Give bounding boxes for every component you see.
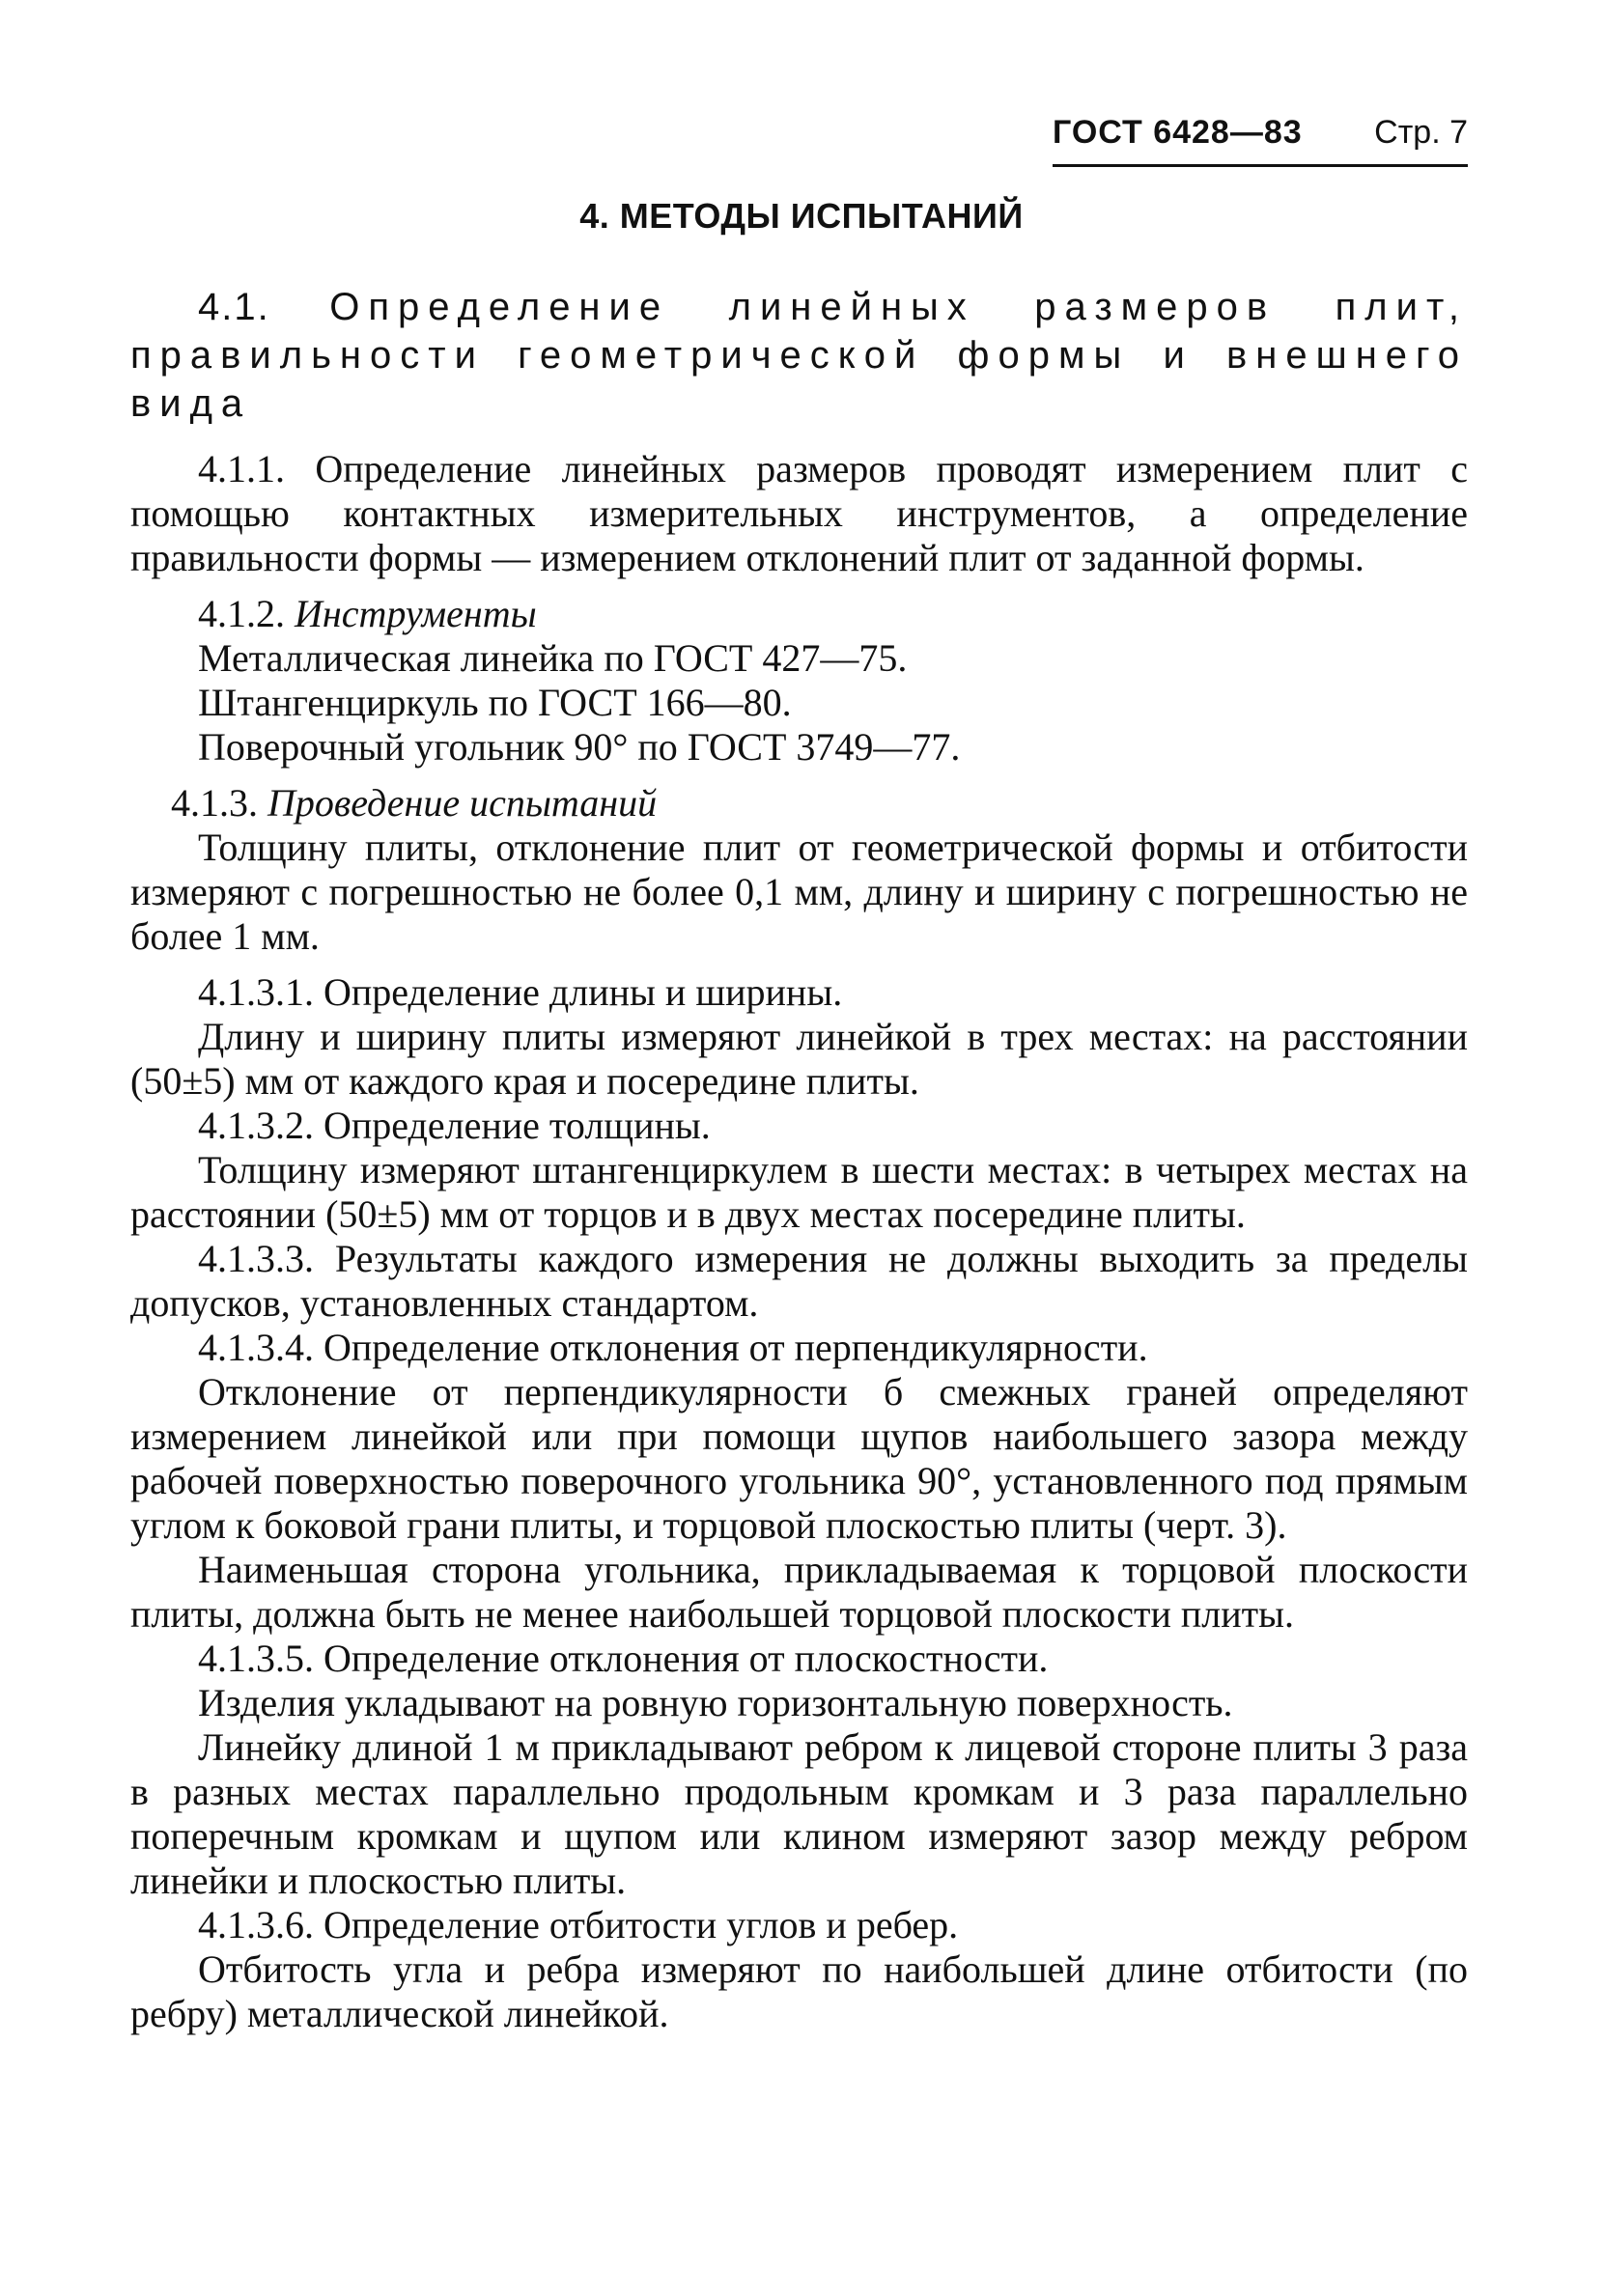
clause-4-1-title: Определение линейных размеров плит, правильности геометрической формы и внешнего вида — [130, 286, 1468, 425]
instrument-item: Штангенциркуль по ГОСТ 166—80. — [198, 681, 792, 724]
clause-4-1-3-2-text: Толщину измеряют штангенциркулем в шести местах: в четырех местах на расстоянии (50±5) мм от торцов и в двух местах посередине плиты. — [130, 1148, 1468, 1236]
clause-4-1-3-heading — [130, 781, 1468, 826]
clause-4-1-2-heading — [130, 592, 1468, 636]
document-body — [130, 283, 1468, 2036]
clause-4-1-3-title: Проведение испытаний — [267, 781, 658, 825]
clause-4-1-3-5-method: Линейку длиной 1 м прикладывают ребром к лицевой стороне плиты 3 раза в разных местах параллельно продольным кромкам и 3 раза параллельно поперечным кромкам и щупом или клином измеряют зазор между ребром линейки и плоскостью плиты. — [130, 1725, 1468, 1902]
clause-4-1-3-4-text: Отклонение от перпендикулярности б смежных граней определяют измерением линейкой или при помощи щупов наибольшего зазора между рабочей поверхностью поверочного угольника 90°, установленного под прямым углом к боковой грани плиты, и торцовой плоскостью плиты (черт. 3). — [130, 1370, 1468, 1547]
clause-4-1-3-1-title: 4.1.3.1. Определение длины и ширины. — [198, 970, 843, 1014]
clause-4-1-1: 4.1.1. Определение линейных размеров проводят измерением плит с помощью контактных измерительных инструментов, а определение правильности формы — измерением отклонений плит от заданной формы. — [130, 447, 1468, 579]
clause-4-1-3-4-note: Наименьшая сторона угольника, прикладываемая к торцовой плоскости плиты, должна быть не менее наибольшей торцовой плоскости плиты. — [130, 1548, 1468, 1636]
clause-4-1-heading — [130, 283, 1468, 428]
clause-4-1-3-2-title: 4.1.3.2. Определение толщины. — [198, 1104, 711, 1147]
clause-4-1-3-text: Толщину плиты, отклонение плит от геометрической формы и отбитости измеряют с погрешностью не более 0,1 мм, длину и ширину с погрешностью не более 1 мм. — [130, 826, 1468, 958]
page-number: Стр. 7 — [1374, 114, 1468, 151]
clause-4-1-3-5-text: Изделия укладывают на ровную горизонтальную поверхность. — [198, 1681, 1233, 1724]
header-rule — [1053, 164, 1468, 167]
section-title: 4. МЕТОДЫ ИСПЫТАНИЙ — [579, 196, 1024, 236]
standard-number: ГОСТ 6428—83 — [1053, 114, 1303, 151]
clause-4-1-3-3-text: 4.1.3.3. Результаты каждого измерения не должны выходить за пределы допусков, установленных стандартом. — [130, 1237, 1468, 1325]
instrument-item: Металлическая линейка по ГОСТ 427—75. — [198, 636, 908, 680]
clause-4-1-3-5-title: 4.1.3.5. Определение отклонения от плоскостности. — [198, 1637, 1049, 1680]
clause-4-1-3-4-title: 4.1.3.4. Определение отклонения от перпендикулярности. — [198, 1326, 1148, 1369]
clause-4-1-number: 4.1. — [198, 286, 270, 328]
running-header — [1053, 114, 1468, 162]
clause-4-1-3-6-text: Отбитость угла и ребра измеряют по наибольшей длине отбитости (по ребру) металлической линейкой. — [130, 1947, 1468, 2035]
clause-4-1-2-number: 4.1.2. — [198, 592, 285, 635]
instrument-item: Поверочный угольник 90° по ГОСТ 3749—77. — [198, 725, 961, 769]
clause-4-1-2-title: Инструменты — [295, 592, 537, 635]
clause-4-1-3-1-text: Длину и ширину плиты измеряют линейкой в трех местах: на расстоянии (50±5) мм от каждого края и посередине плиты. — [130, 1015, 1468, 1103]
clause-4-1-3-6-title: 4.1.3.6. Определение отбитости углов и ребер. — [198, 1903, 959, 1946]
clause-4-1-3-number: 4.1.3. — [171, 781, 258, 825]
